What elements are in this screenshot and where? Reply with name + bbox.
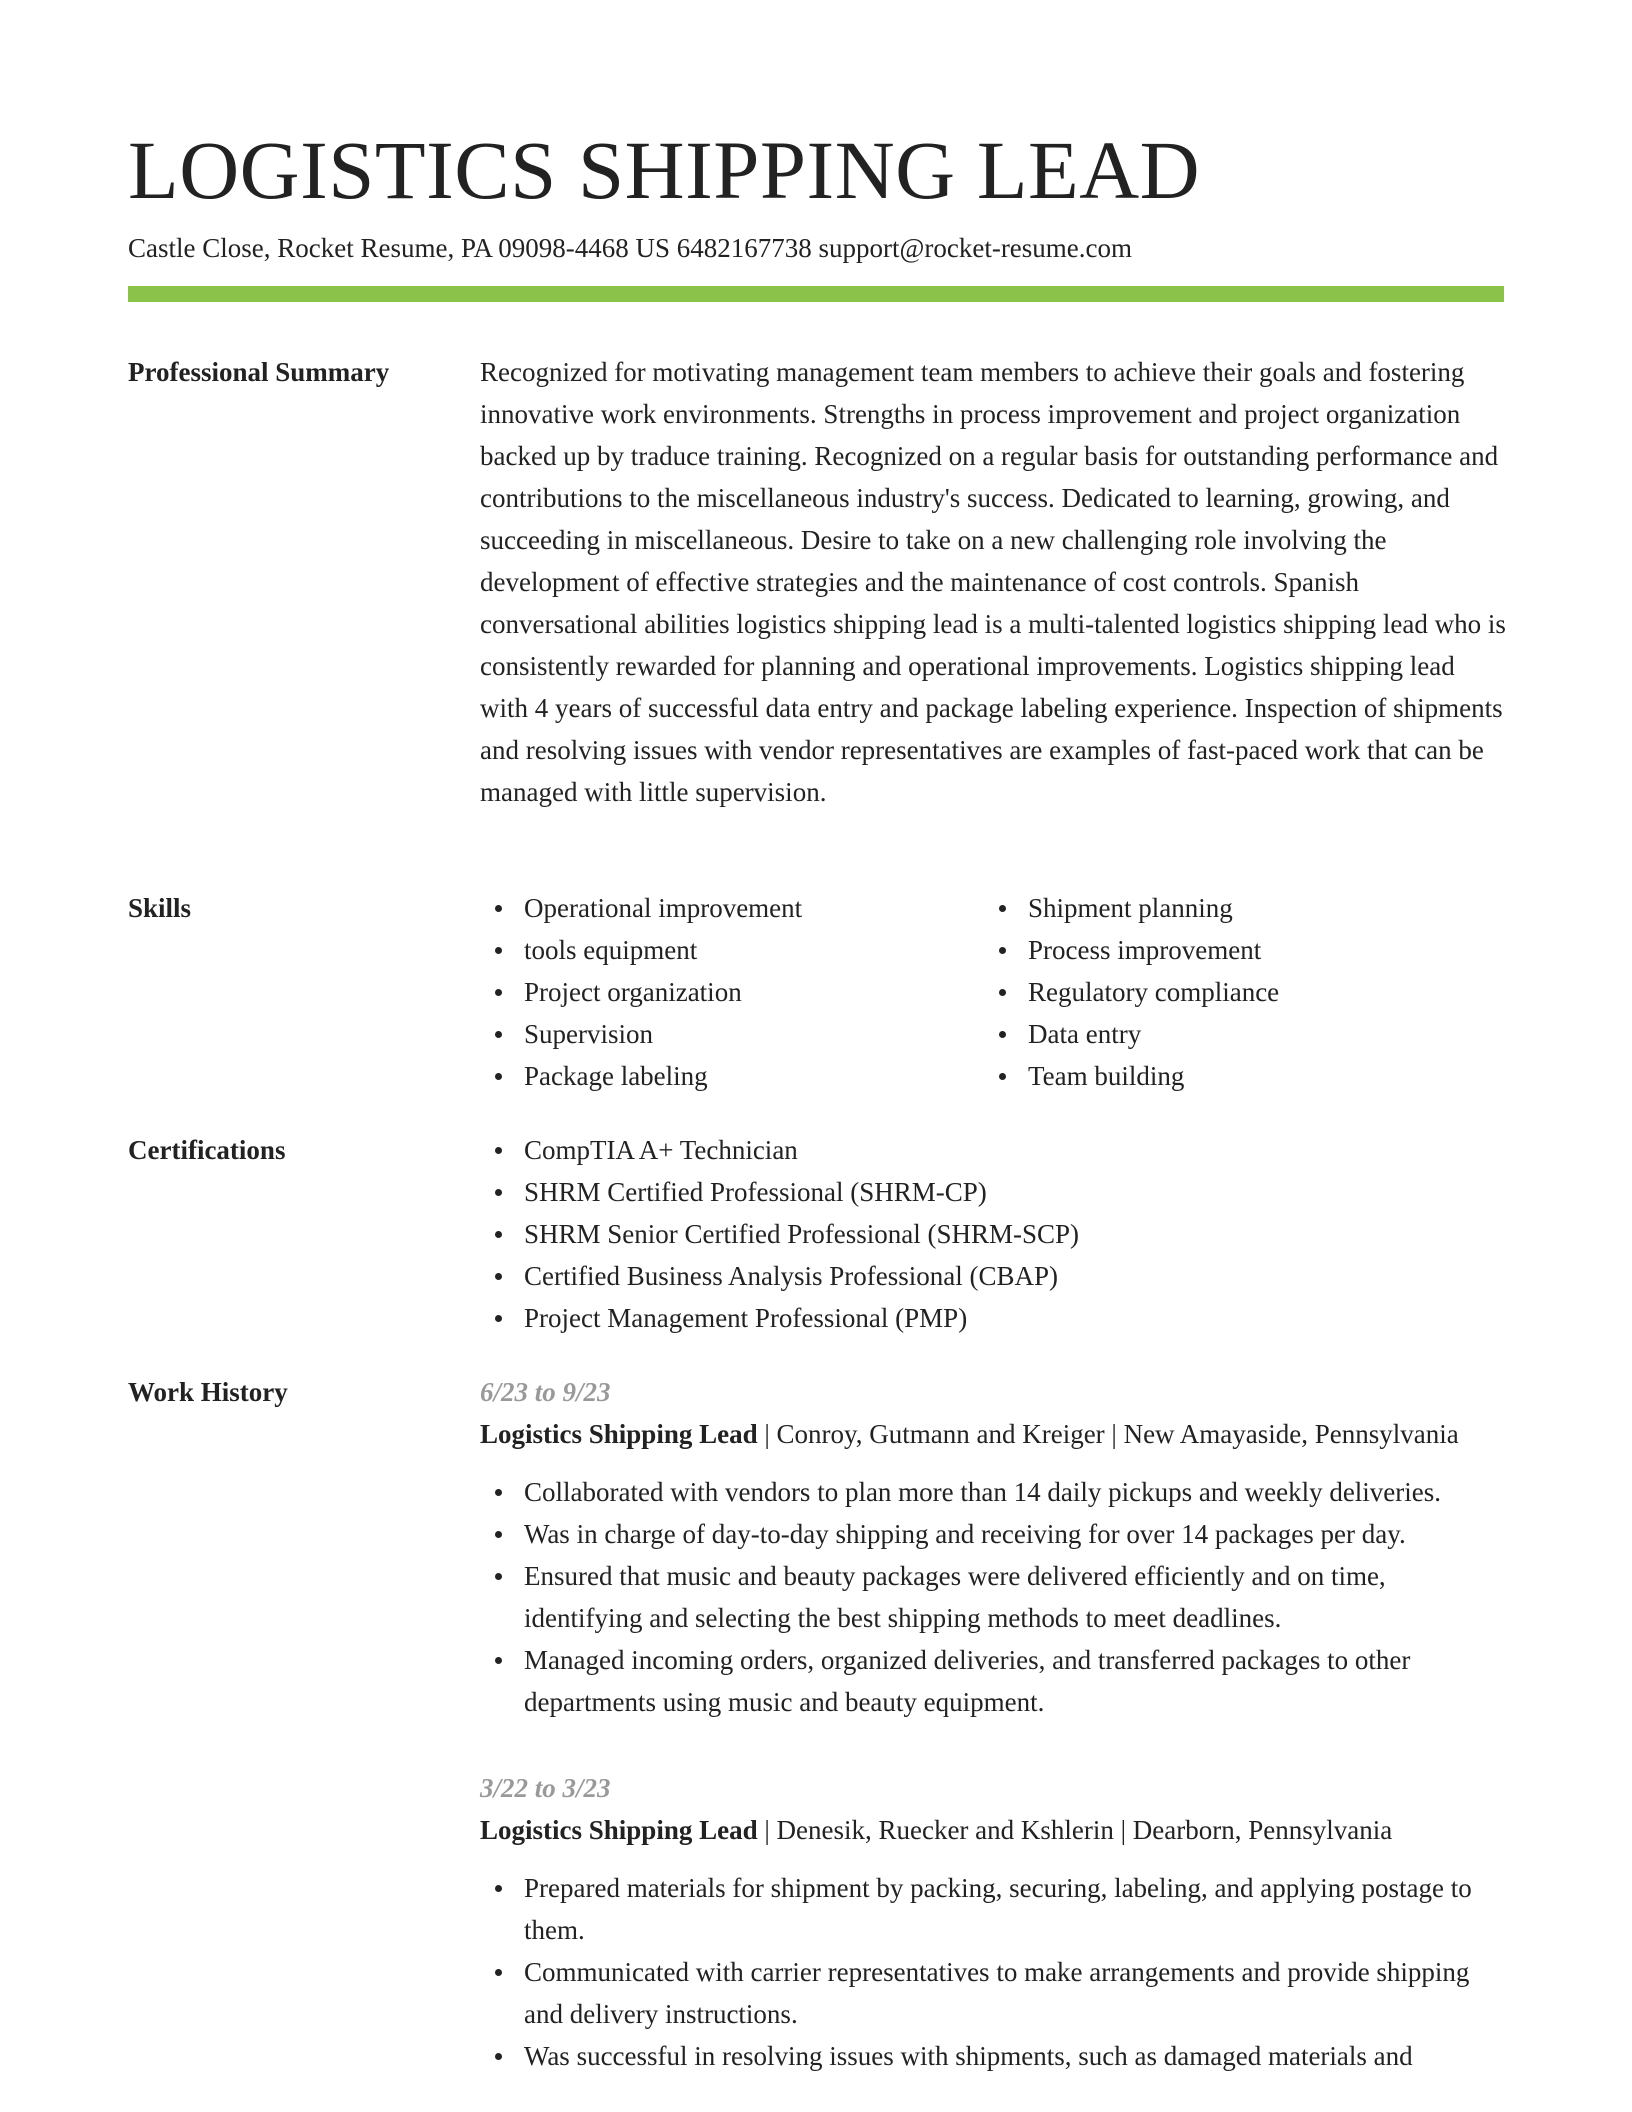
accent-divider (128, 286, 1504, 302)
job-bullet: Ensured that music and beauty packages were delivered efficiently and on time, identifying and selecting the best shipping methods to meet deadlines. (480, 1555, 1506, 1639)
job-bullets (480, 1471, 1506, 1723)
summary-heading: Professional Summary (128, 357, 390, 387)
job-bullet: Communicated with carrier representatives to make arrangements and provide shipping and delivery instructions. (480, 1951, 1506, 2035)
skill-item: Operational improvement (480, 887, 984, 929)
job-employer-location: | Denesik, Ruecker and Kshlerin | Dearborn, Pennsylvania (757, 1815, 1393, 1845)
contact-line: Castle Close, Rocket Resume, PA 09098-4468 US 6482167738 support@rocket-resume.com (128, 233, 1133, 263)
work-history-heading: Work History (128, 1377, 288, 1407)
job-bullet: Managed incoming orders, organized deliveries, and transferred packages to other departments using music and beauty equipment. (480, 1639, 1506, 1723)
skill-item: Regulatory compliance (984, 971, 1488, 1013)
job-employer-location: | Conroy, Gutmann and Kreiger | New Amayaside, Pennsylvania (757, 1419, 1459, 1449)
job-bullet: Prepared materials for shipment by packing, securing, labeling, and applying postage to them. (480, 1867, 1506, 1951)
job-bullet: Was successful in resolving issues with shipments, such as damaged materials and (480, 2035, 1506, 2077)
job-bullet: Collaborated with vendors to plan more than 14 daily pickups and weekly deliveries. (480, 1471, 1506, 1513)
skill-item: Team building (984, 1055, 1488, 1097)
skill-item: Data entry (984, 1013, 1488, 1055)
work-history-section (480, 1371, 1506, 2077)
certifications-heading: Certifications (128, 1135, 286, 1165)
skill-item: tools equipment (480, 929, 984, 971)
job-title: Logistics Shipping Lead (480, 1815, 758, 1845)
job-bullet: Was in charge of day-to-day shipping and receiving for over 14 packages per day. (480, 1513, 1506, 1555)
job-bullets (480, 1867, 1506, 2077)
skill-item: Package labeling (480, 1055, 984, 1097)
certifications-list (480, 1129, 1506, 1339)
skill-item: Supervision (480, 1013, 984, 1055)
skills-section (480, 887, 1506, 1097)
job-entry (480, 1767, 1506, 2077)
certification-item: CompTIA A+ Technician (480, 1129, 1506, 1171)
summary-text: Recognized for motivating management team members to achieve their goals and fostering innovative work environments. Strengths in process improvement and project organization backed up by traduce training. Recognized on a regular basis for outstanding performance and contributions to the miscellaneous industry's success. Dedicated to learning, growing, and succeeding in miscellaneous. Desire to take on a new challenging role involving the development of effective strategies and the maintenance of cost controls. Spanish conversational abilities logistics shipping lead is a multi-talented logistics shipping lead who is consistently rewarded for planning and operational improvements. Logistics shipping lead with 4 years of successful data entry and package labeling experience. Inspection of shipments and resolving issues with vendor representatives are examples of fast-paced work that can be managed with little supervision. (480, 357, 1506, 807)
skill-item: Shipment planning (984, 887, 1488, 929)
job-dates: 6/23 to 9/23 (480, 1377, 611, 1407)
skills-heading: Skills (128, 893, 192, 923)
certification-item: Project Management Professional (PMP) (480, 1297, 1506, 1339)
certifications-section (480, 1129, 1506, 1339)
certification-item: SHRM Senior Certified Professional (SHRM-SCP) (480, 1213, 1506, 1255)
skill-item: Project organization (480, 971, 984, 1013)
job-header (480, 1809, 1506, 1851)
skills-list-left (480, 887, 984, 1097)
resume-title: LOGISTICS SHIPPING LEAD (128, 124, 1201, 216)
certification-item: SHRM Certified Professional (SHRM-CP) (480, 1171, 1506, 1213)
skills-list-right (984, 887, 1488, 1097)
job-entry (480, 1371, 1506, 1723)
skills-grid (480, 887, 1506, 1097)
certification-item: Certified Business Analysis Professional (CBAP) (480, 1255, 1506, 1297)
skill-item: Process improvement (984, 929, 1488, 971)
job-header (480, 1413, 1506, 1455)
job-dates: 3/22 to 3/23 (480, 1773, 611, 1803)
job-title: Logistics Shipping Lead (480, 1419, 758, 1449)
